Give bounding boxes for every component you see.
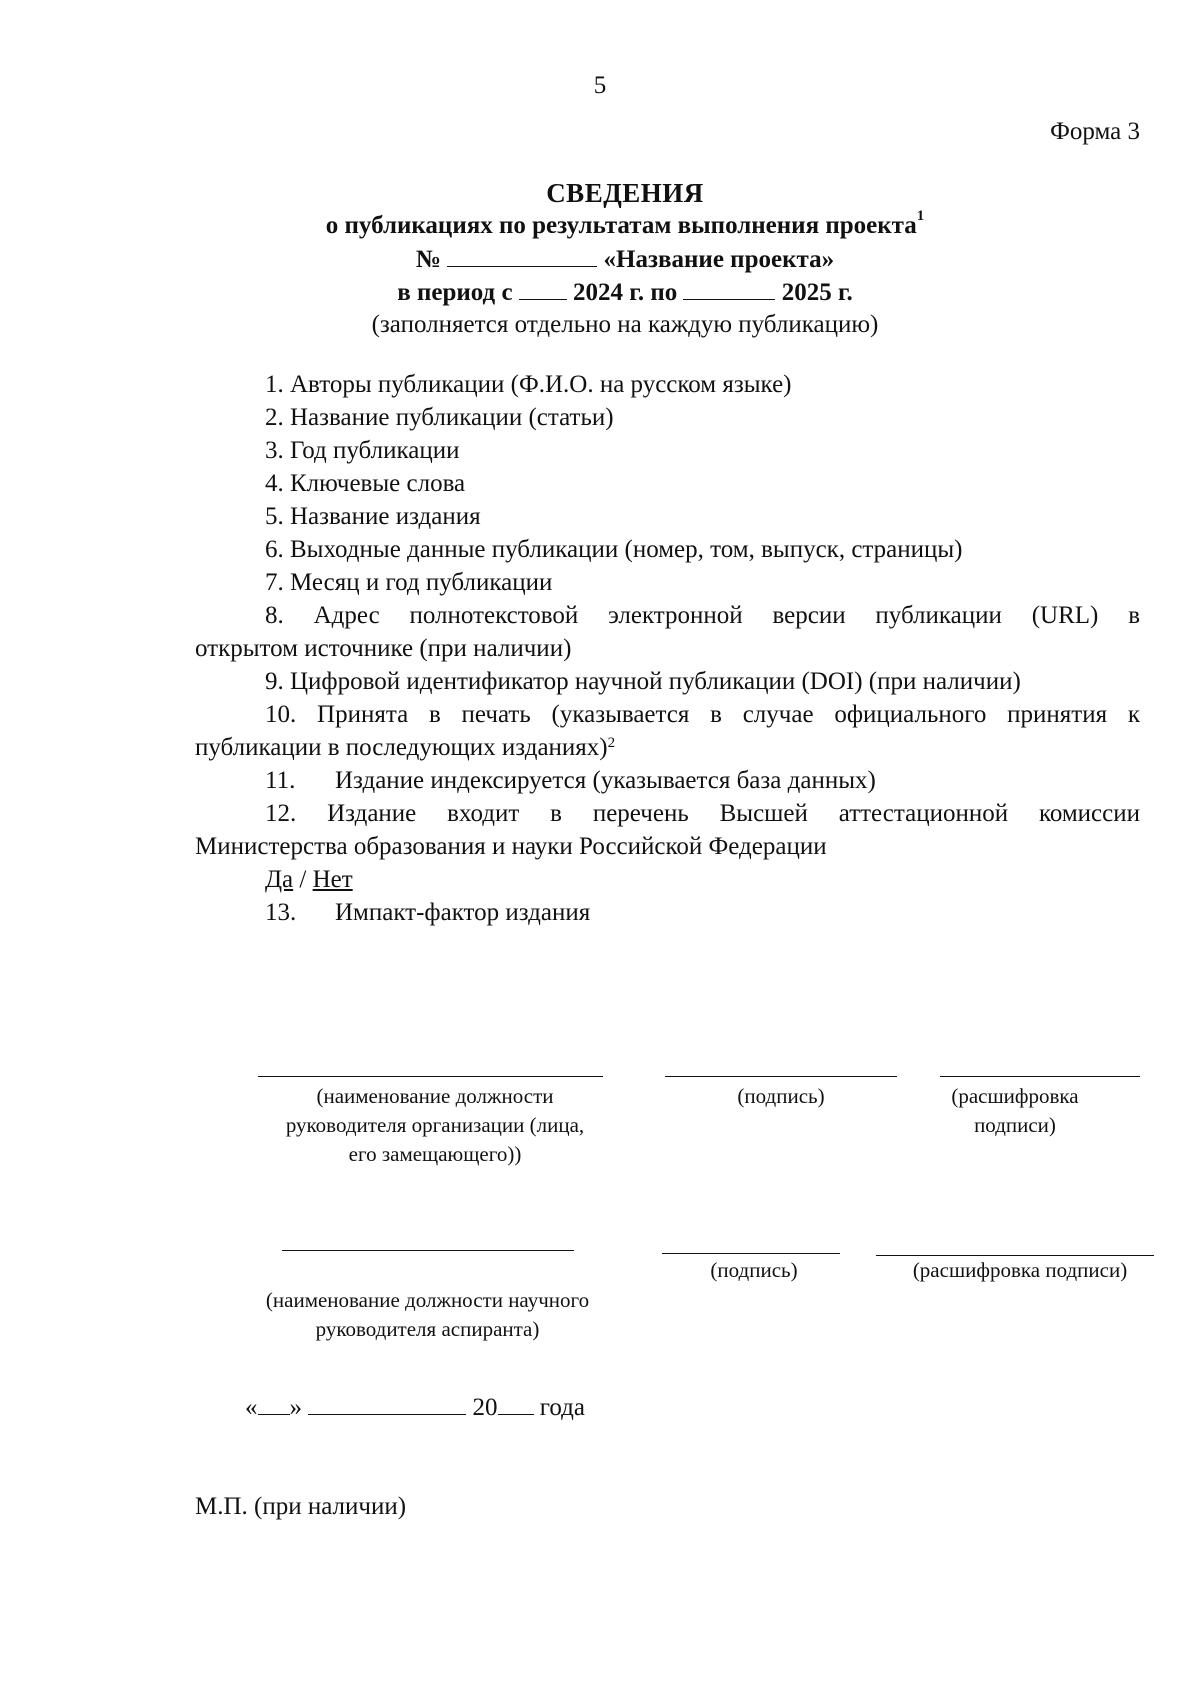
signature-line[interactable]	[665, 1076, 897, 1077]
form-label: Форма 3	[1050, 118, 1140, 145]
signature-line-2[interactable]	[662, 1253, 840, 1254]
period-end-blank[interactable]	[683, 277, 775, 300]
list-item-continuation: открытом источнике (при наличии)	[195, 635, 572, 662]
day-blank[interactable]	[258, 1392, 290, 1415]
list-item: 12. Издание входит в перечень Высшей аттестационной комиссии	[265, 800, 1141, 827]
date-line: « » 20 года	[245, 1394, 585, 1421]
document-title: СВЕДЕНИЯ	[546, 178, 704, 208]
list-item: 10. Принята в печать (указывается в случае официального принятия к	[265, 701, 1141, 728]
period-line: в период с 2024 г. по 2025 г.	[397, 279, 853, 306]
fill-note: (заполняется отдельно на каждую публикацию)	[371, 311, 879, 338]
yes-option[interactable]: Да	[265, 866, 294, 893]
list-item: 3. Год публикации	[265, 437, 460, 464]
org-position-caption: (наименование должности руководителя организации (лица, его замещающего))	[285, 1084, 585, 1166]
list-item: 5. Название издания	[265, 503, 481, 530]
page-number: 5	[593, 72, 607, 99]
stamp-place: М.П. (при наличии)	[195, 1493, 407, 1520]
list-item: 11. Издание индексируется (указывается база данных)	[265, 767, 876, 794]
yes-no-choice[interactable]: Да / Нет	[265, 866, 353, 893]
list-item-continuation: Министерства образования и науки Российской Федерации	[195, 833, 827, 860]
list-item-continuation: публикации в последующих изданиях)$^2$	[195, 734, 616, 761]
signature-caption-2: (подпись)	[710, 1258, 798, 1282]
list-item: 9. Цифровой идентификатор научной публикации (DOI) (при наличии)	[265, 668, 1021, 695]
list-item: 1. Авторы публикации (Ф.И.О. на русском языке)	[265, 371, 792, 398]
org-position-line[interactable]	[258, 1076, 603, 1077]
items-list	[195, 368, 1140, 929]
list-item: 7. Месяц и год публикации	[265, 569, 553, 596]
decoding-caption: (расшифровка подписи)	[951, 1084, 1079, 1137]
footnote-mark: 2	[607, 735, 616, 751]
list-item: 4. Ключевые слова	[265, 470, 466, 497]
list-item: 13. Импакт-фактор издания	[265, 899, 591, 926]
project-line: № «Название проекта»	[415, 246, 835, 273]
signature-caption: (подпись)	[737, 1084, 825, 1108]
document-subtitle: о публикациях по результатам выполнения проекта$^1$	[325, 208, 925, 239]
sci-position-line[interactable]	[282, 1250, 574, 1251]
list-item: 6. Выходные данные публикации (номер, том, выпуск, страницы)	[265, 536, 963, 563]
period-start-blank[interactable]	[519, 277, 567, 300]
list-item: 2. Название публикации (статьи)	[265, 404, 614, 431]
month-blank[interactable]	[308, 1392, 466, 1415]
sci-position-caption: (наименование должности научного руководителя аспиранта)	[265, 1288, 590, 1341]
list-item: 8. Адрес полнотекстовой электронной версии публикации (URL) в	[265, 602, 1141, 629]
decoding-line[interactable]	[940, 1076, 1140, 1077]
year-blank[interactable]	[498, 1392, 534, 1415]
no-option[interactable]: Нет	[312, 866, 353, 893]
decoding-caption-2: (расшифровка подписи)	[912, 1258, 1128, 1282]
project-number-blank[interactable]	[447, 244, 597, 267]
footnote-mark: 1	[916, 208, 925, 224]
